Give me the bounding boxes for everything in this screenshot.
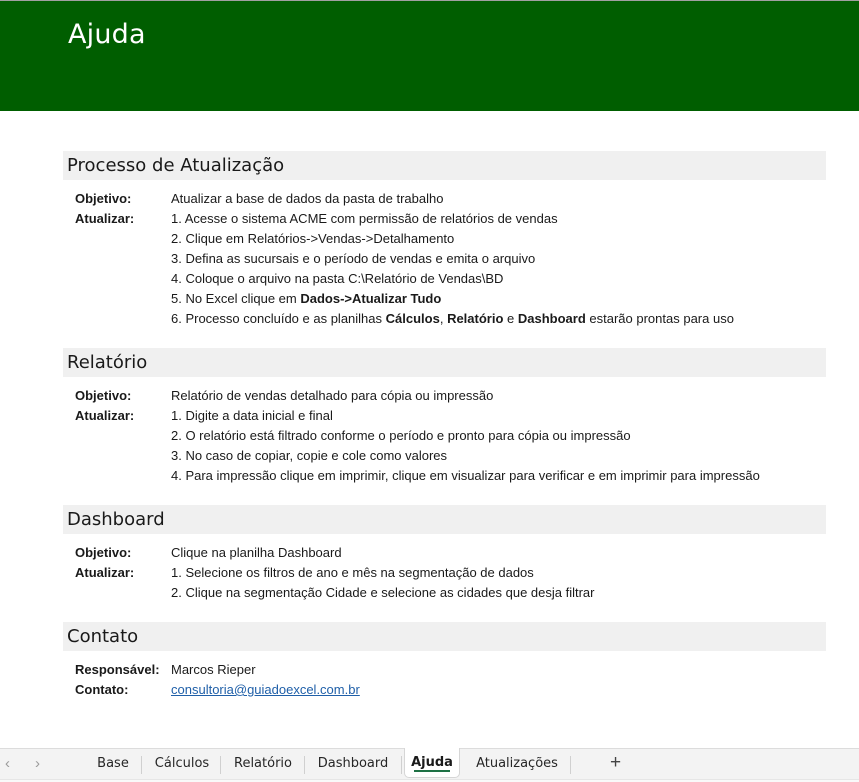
step-text: 2. Clique na segmentação Cidade e selecione as cidades que desja filtrar (171, 585, 595, 600)
atualizar-label: Atualizar: (75, 211, 135, 226)
responsavel-value: Marcos Rieper (171, 662, 256, 677)
tab-atualizacoes[interactable]: Atualizações (476, 756, 558, 771)
step-sep: , (439, 311, 448, 326)
step-sep: e (503, 311, 518, 326)
step-bold: Relatório (447, 311, 504, 326)
step-text: 1. Acesse o sistema ACME com permissão de relatórios de vendas (171, 211, 558, 226)
section-title: Processo de Atualização (63, 151, 826, 180)
step-row (63, 209, 826, 229)
contato-label: Contato: (75, 682, 129, 697)
step-bold: Atualizar Tudo (352, 291, 442, 306)
step-row (63, 269, 826, 289)
step-prefix: 6. Processo concluído e as planilhas (171, 311, 386, 326)
step-text: 2. O relatório está filtrado conforme o período e pronto para cópia ou impressão (171, 428, 631, 443)
step-text (171, 309, 734, 329)
step-text: 2. Clique em Relatórios->Vendas->Detalhamento (171, 231, 455, 246)
add-sheet-button[interactable]: + (610, 752, 622, 773)
sheet-tab-bar (0, 748, 859, 782)
contato-row (63, 680, 826, 700)
step-row (63, 446, 826, 466)
objetivo-label: Objetivo: (75, 388, 132, 403)
step-prefix: 5. No Excel clique em (171, 291, 301, 306)
tab-dashboard[interactable]: Dashboard (317, 756, 389, 771)
objetivo-row (63, 543, 826, 563)
step-bold: Cálculos (385, 311, 440, 326)
responsavel-row (63, 660, 826, 680)
step-text: 1. Digite a data inicial e final (171, 408, 333, 423)
page-title: Ajuda (68, 19, 146, 50)
responsavel-label: Responsável: (75, 662, 160, 677)
tab-separator (401, 756, 402, 774)
tab-base[interactable]: Base (97, 756, 129, 771)
header-banner (0, 1, 859, 111)
objetivo-value: Clique na planilha Dashboard (171, 545, 342, 560)
section-processo-atualizacao (63, 151, 826, 329)
objetivo-value: Atualizar a base de dados da pasta de trabalho (171, 191, 444, 206)
step-row (63, 249, 826, 269)
tab-ajuda[interactable] (404, 748, 460, 778)
atualizar-label: Atualizar: (75, 565, 135, 580)
active-tab-underline (414, 770, 450, 772)
section-contato (63, 622, 826, 700)
step-row (63, 309, 826, 329)
section-title: Relatório (63, 348, 826, 377)
step-row (63, 289, 826, 309)
objetivo-label: Objetivo: (75, 545, 132, 560)
tab-calculos[interactable]: Cálculos (154, 756, 210, 771)
chevron-left-icon[interactable]: ‹ (5, 755, 10, 772)
chevron-right-icon[interactable]: › (35, 755, 40, 772)
atualizar-label: Atualizar: (75, 408, 135, 423)
step-bold: Dashboard (517, 311, 586, 326)
tab-separator (304, 756, 305, 774)
step-row (63, 563, 826, 583)
step-row (63, 466, 826, 486)
step-text: 3. No caso de copiar, copie e cole como valores (171, 448, 448, 463)
objetivo-row (63, 189, 826, 209)
step-text: 4. Coloque o arquivo na pasta C:\Relatório de Vendas\BD (171, 271, 504, 286)
tab-ajuda-label: Ajuda (411, 755, 453, 770)
objetivo-row (63, 386, 826, 406)
section-relatorio (63, 348, 826, 486)
step-row (63, 583, 826, 603)
step-suffix: estarão prontas para uso (585, 311, 734, 326)
step-row (63, 229, 826, 249)
email-link[interactable]: consultoria@guiadoexcel.com.br (171, 682, 360, 697)
tab-separator (220, 756, 221, 774)
objetivo-value: Relatório de vendas detalhado para cópia ou impressão (171, 388, 494, 403)
step-text (171, 289, 441, 309)
step-text: 3. Defina as sucursais e o período de vendas e emita o arquivo (171, 251, 536, 266)
section-title: Dashboard (63, 505, 826, 534)
step-text: 4. Para impressão clique em imprimir, clique em visualizar para verificar e em imprimir para impressão (171, 468, 760, 483)
tab-separator (141, 756, 142, 774)
section-dashboard (63, 505, 826, 603)
tab-relatorio[interactable]: Relatório (234, 756, 292, 771)
step-bold: Dados-> (300, 291, 352, 306)
tab-separator (570, 756, 571, 774)
objetivo-label: Objetivo: (75, 191, 132, 206)
step-row (63, 426, 826, 446)
step-text: 1. Selecione os filtros de ano e mês na segmentação de dados (171, 565, 534, 580)
section-title: Contato (63, 622, 826, 651)
step-row (63, 406, 826, 426)
